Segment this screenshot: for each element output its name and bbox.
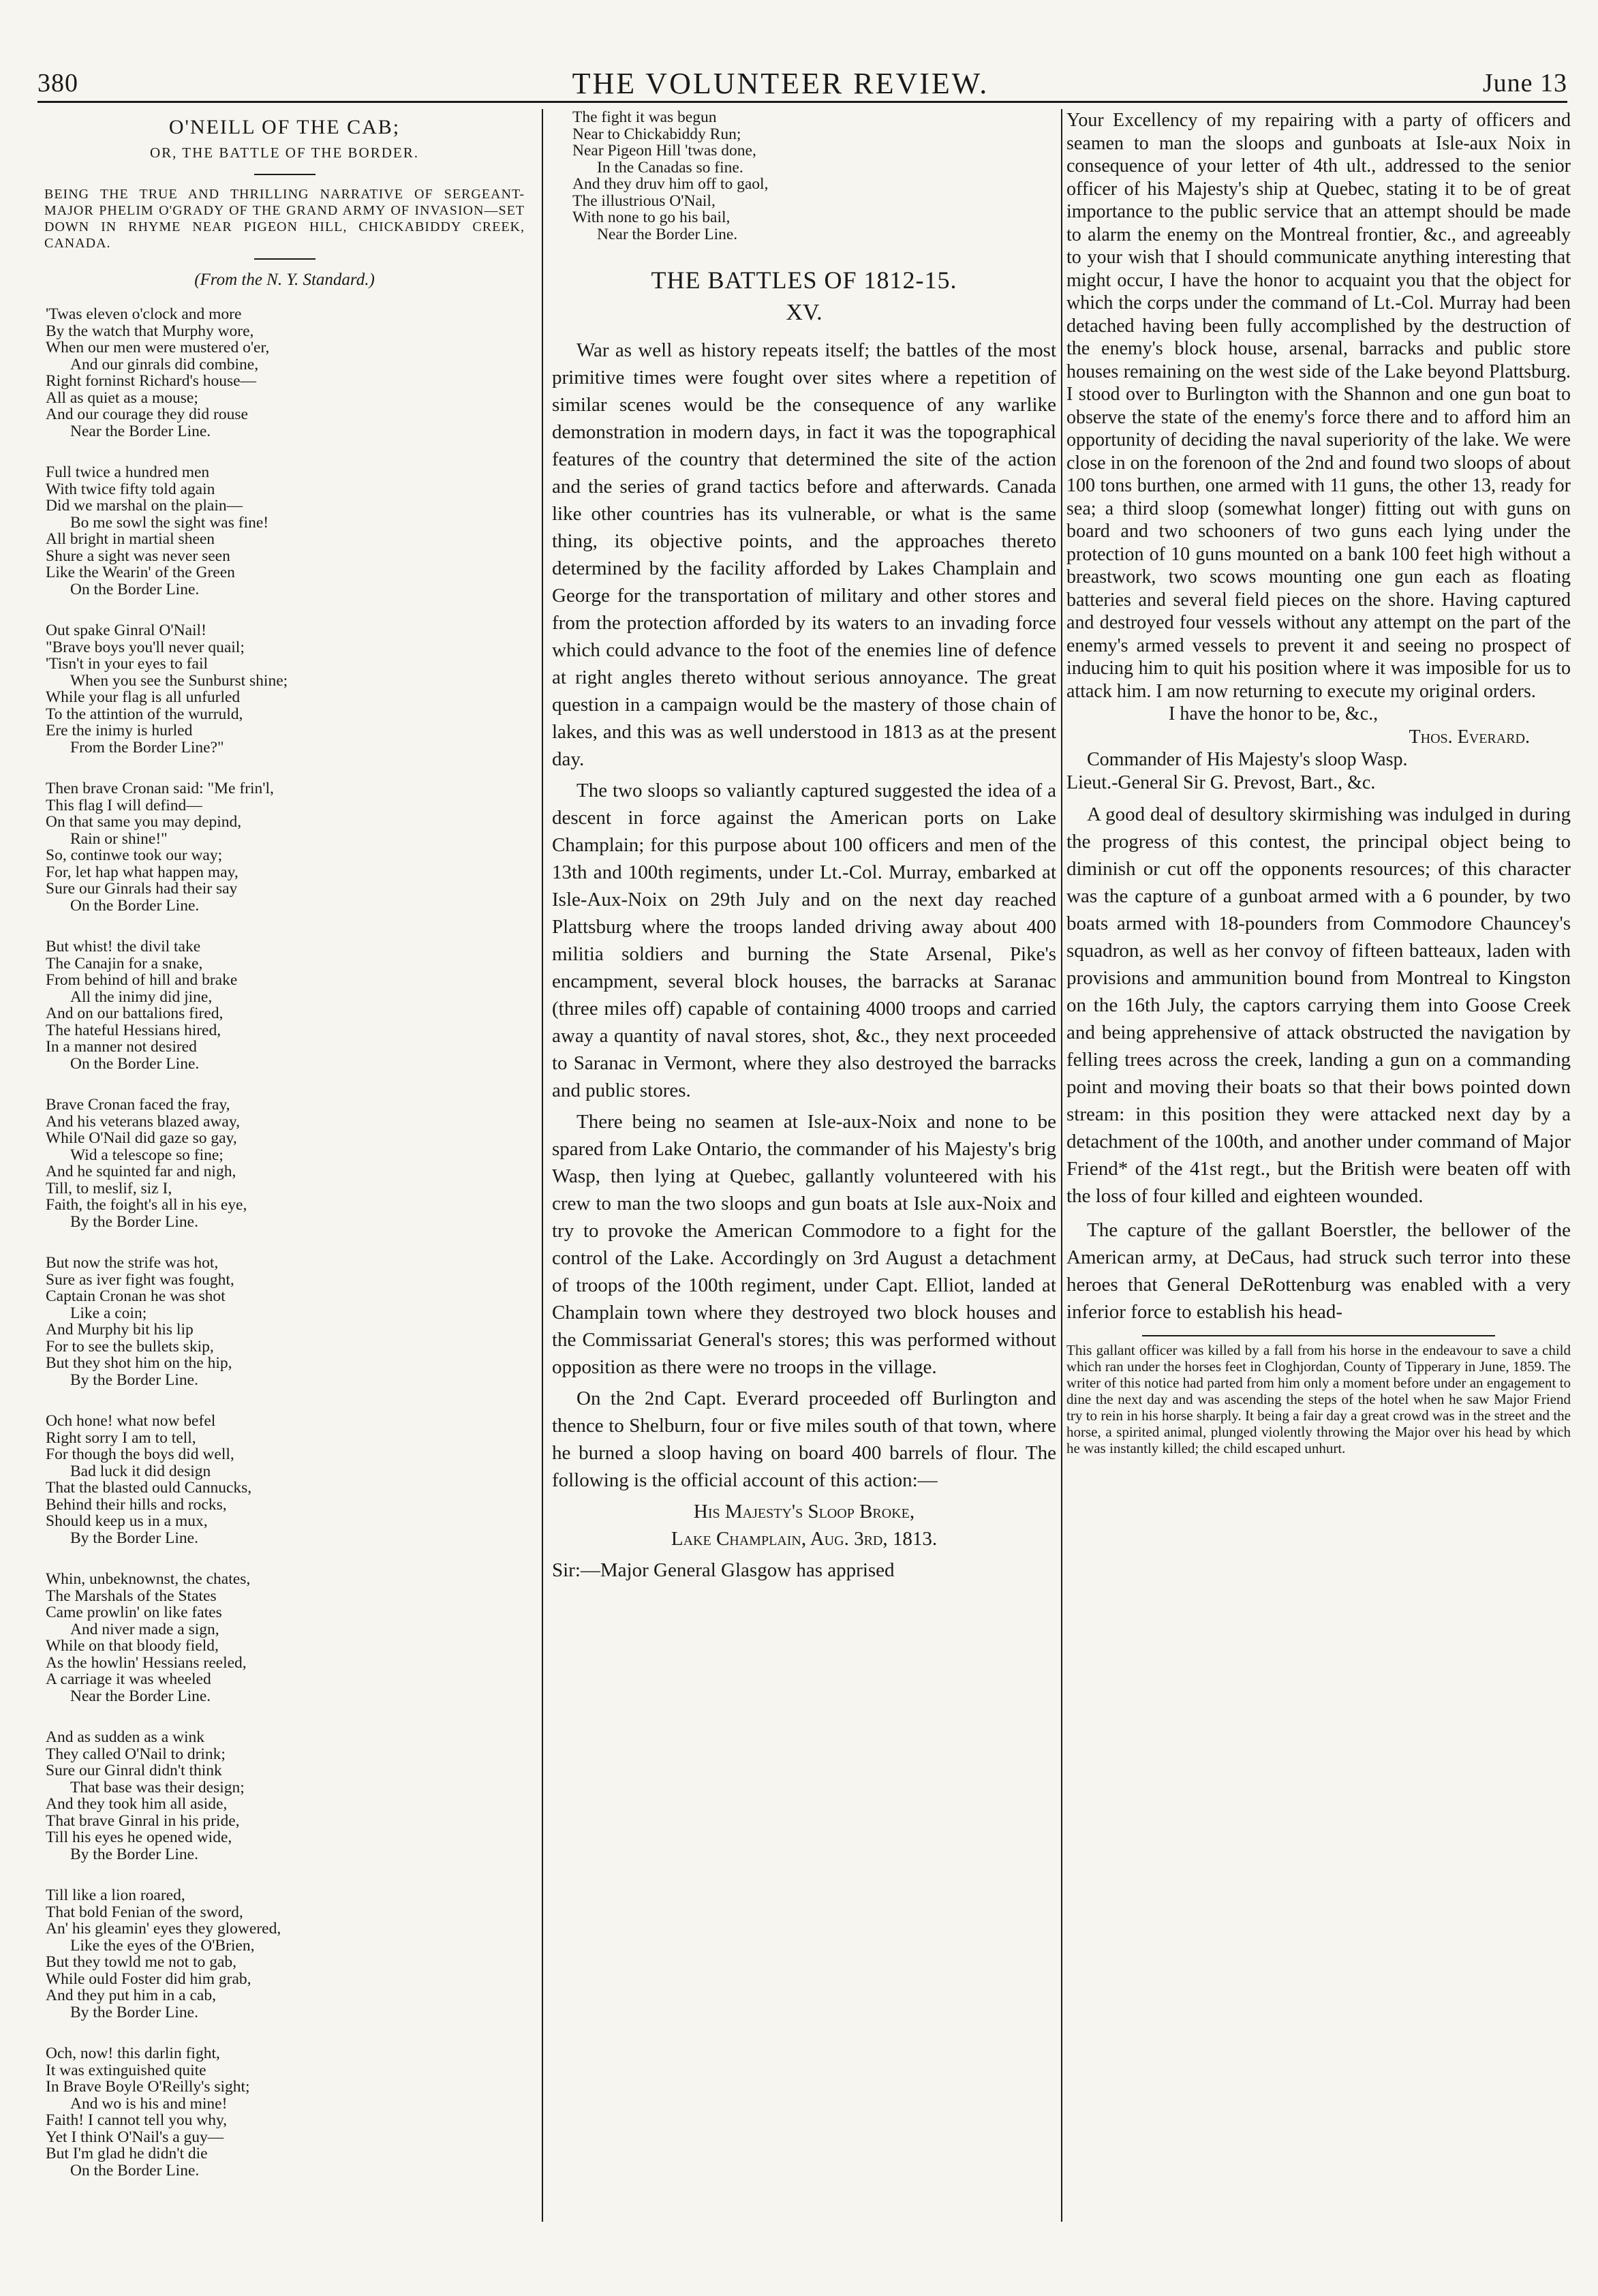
poem-line: That base was their design; [70,1778,245,1796]
poem-line: But I'm glad he didn't die [46,2145,208,2162]
poem-line: Behind their hills and rocks, [46,1495,227,1514]
article-number: XV. [786,300,823,325]
poem-line: A carriage it was wheeled [46,1670,211,1688]
poem-subtitle: OR, THE BATTLE OF THE BORDER. [150,144,419,161]
poem-line: From behind of hill and brake [46,971,238,989]
article-paragraph: A good deal of desultory skirmishing was indulged in during the progress of this contest, the principal object being to diminish or cut off the opponents resources; of this character was the capture of a gunboat armed with a 6 pounder, by two boats armed with 18-pounders from Commodore Chauncey's squadron, as well as her convoy of fifteen batteaux, laden with provisions and ammunition bound from Montreal to Kingston on the 16th July, the captors carrying them into Goose Creek and being apprehensive of attack obstructed the navigation by felling trees across the creek, landing a gun on a commanding point and moving their boats so that their bows pointed down stream: in this position they were attacked next day by a detachment of the 100th, and another under command of Major Friend* of the 41st regt., but the British were beaten off with the loss of four killed and eighteen wounded. [1066,803,1571,1207]
poem-line: And they put him in a cab, [46,1987,216,2004]
poem-line: Near the Border Line. [70,422,211,440]
poem-stanza [46,1097,532,1230]
poem-line: As the howlin' Hessians reeled, [46,1653,247,1672]
poem-line: The Canajin for a snake, [46,954,203,973]
poem-line: Brave Cronan faced the fray, [46,1096,230,1114]
poem-line: For to see the bullets skip, [46,1337,214,1356]
letter-body: Your Excellency of my repairing with a party of officers and seamen to man the sloops and gunboats at Isle-aux Noix in consequence of your letter of 4th ult., addressed to the senior officer of his Majesty's ship at Quebec, stating it to be of great importance to the public service that an attempt should be made to alarm the enemy on the Montreal frontier, &c., and agreeably to your wish that I should communicate anything interesting that might occur, I have the honor to acquaint you that the object for which the corps under the command of Lt.-Col. Murray had been detached having been fully accomplished by the destruction of the enemy's block house, arsenal, barracks and public store houses remaining on the west side of the Lake beyond Plattsburg. I stood over to Burlington with the Shannon and one gun boat to observe the state of the enemy's force there and to afford him an opportunity of deciding the naval superiority of the lake. We were close in on the forenoon of the 2nd and found two sloops of about 100 tons burthen, one armed with 11 guns, the other 13, ready for sea; a third sloop (somewhat longer) fitting out with guns on board and two schooners of two guns each lying under the protection of 10 guns mounted on a bank 100 feet high without a breastwork, two scows mounting one gun each as floating batteries and several field pieces on the shore. Having captured and destroyed four vessels without any attempt on the part of the enemy's armed vessels to prevent it and seeing no prospect of inducing him to quit his position where it was imposible for us to attack him. I am now returning to execute my original orders. [1066,110,1571,702]
poem-line: For, let hap what happen may, [46,863,239,881]
poem-line: Faith! I cannot tell you why, [46,2111,228,2129]
poem-line: By the Border Line. [70,1212,198,1231]
poem-line: Like the eyes of the O'Brien, [70,1936,255,1955]
footnote: This gallant officer was killed by a fall from his horse in the endeavour to save a child which ran under the horses feet in Cloghjordan, County of Tipperary in June, 1859. The writer of this notice had parted from him only a moment before under an engagement to dine the next day and was ascending the steps of the hotel when he saw Major Friend try to rein in his horse sharply. It being a fair day a great crowd was in the street and the horse, a spirited animal, plunged violently throwing the Major over his head by which he was instantly killed; the child escaped unhurt. [1066,1342,1571,1456]
poem-line: In Brave Boyle O'Reilly's sight; [46,2078,250,2096]
poem-line: 'Tisn't in your eyes to fail [46,655,209,673]
letter-address-line-2: Lake Champlain, Aug. 3rd, 1813. [671,1528,938,1550]
poem-line: When our men were mustered o'er, [46,339,270,356]
poem-stanza [46,622,532,756]
poem-title-rule [254,174,316,175]
poem-line: And our ginrals did combine, [70,355,259,373]
poem-line: While O'Nail did gaze so gay, [46,1129,237,1147]
poem-line: Should keep us in a mux, [46,1512,208,1530]
poem-title: O'NEILL OF THE CAB; [168,116,401,138]
poem-line: And our courage they did rouse [46,405,248,423]
column-article [552,109,1056,1588]
poem-line: When you see the Sunburst shine; [70,671,288,690]
poem-line: Till, to meslif, siz I, [46,1179,172,1197]
letter-closing: I have the honor to be, &c., [1169,703,1379,724]
poem-line: And on our battalions fired, [46,1005,224,1022]
poem-stanza [46,1887,532,2021]
poem-line: Shure a sight was never seen [46,547,230,565]
poem-line: And they took him all aside, [46,1795,228,1813]
poem-line: This flag I will defind— [46,796,202,814]
poem-line: With none to go his bail, [572,209,731,226]
poem-line: The fight it was begun [572,109,717,126]
poem-line: To the attintion of the wurruld, [46,705,243,723]
letter-signature: Thos. Everard. [1409,726,1530,748]
signature-title-2: Lieut.-General Sir G. Prevost, Bart., &c. [1066,771,1376,793]
poem-line: With twice fifty told again [46,480,215,498]
poem-line: Near Pigeon Hill 'twas done, [572,142,756,159]
poem-line: Came prowlin' on like fates [46,1604,222,1621]
poem-stanza [46,1413,532,1546]
article-body-continued [1066,801,1571,1326]
letter-address-line-1: His Majesty's Sloop Broke, [693,1501,915,1522]
column-letter [1066,109,1571,1456]
poem-stanza [46,464,532,598]
poem-line: Like a coin; [70,1304,147,1322]
poem-line: 'Twas eleven o'clock and more [46,305,242,323]
poem-line: But whist! the divil take [46,938,201,955]
poem-line: Out spake Ginral O'Nail! [46,622,206,639]
article-paragraph: The two sloops so valiantly captured suggested the idea of a descent in force against the American ports on Lake Champlain; for this purpose about 100 officers and men of the 13th and 100th regiments, under Lt.-Col. Murray, embarked at Isle-Aux-Noix on 29th July and on the next day reached Plattsburg where the troops landed driving away about 400 militia soldiers and burning the State Arsenal, Pike's encampment, several block houses, the barracks at Saranac (three miles off) capable of containing 4000 troops and carried away a quantity of naval stores, shot, &c., they next proceeded to Saranac in Vermont, where they also destroyed the barracks and public stores. [552,780,1056,1101]
poem-line: But now the strife was hot, [46,1254,219,1272]
article-paragraph: There being no seamen at Isle-aux-Noix and none to be spared from Lake Ontario, the commander of his Majesty's brig Wasp, then lying at Quebec, gallantly volunteered with his crew to man the two sloops and gun boats at Isle aux-Noix and try to provoke the American Commodore to a fight for the control of the Lake. Accordingly on 3rd August a detachment of troops of the 100th regiment, under Capt. Elliot, landed at Champlain town where they destroyed two block houses and the Commissariat General's stores; this was performed without opposition as there were no troops in the village. [552,1111,1056,1378]
poem-stanza [46,780,532,914]
column-divider-right [1061,109,1062,2222]
article-paragraph: War as well as history repeats itself; the battles of the most primitive times were fought over sites where a repetition of similar scenes would be the consequence of any warlike demonstration in modern days, in fact it was the topographical features of the country that determined the site of the action and the series of grand tactics before and afterwards. Canada like other countries has its vulnerable, or what is the same thing, its objective points, and the approaches thereto determined by the facility afforded by Lakes Champlain and George for the transportation of military and other stores and from the protection afforded by its waters to an invading force which could advance to the foot of the enemies line of defence at right angles thereto without serious annoyance. The great question in a campaign would be the mastery of those chain of lakes, and this was as well understood in 1813 as at the present day. [552,339,1056,770]
poem-line: Yet I think O'Nail's a guy— [46,2128,224,2146]
poem-line: Captain Cronan he was shot [46,1287,226,1305]
poem-line: Like the Wearin' of the Green [46,564,235,581]
signature-title-1: Commander of His Majesty's sloop Wasp. [1087,749,1408,770]
poem-desc-rule [254,258,316,260]
poem-line: Ere the inimy is hurled [46,722,193,739]
letter-address [552,1498,1056,1552]
column-poem [37,109,532,2203]
poem-line: Full twice a hundred men [46,463,210,481]
poem-line: Sure our Ginrals had their say [46,880,238,898]
poem-line: On the Border Line. [70,2161,200,2179]
poem-line: And he squinted far and nigh, [46,1163,236,1180]
poem-line: And his veterans blazed away, [46,1112,240,1131]
poem-line: Sure our Ginral didn't think [46,1762,222,1779]
poem-line: But they shot him on the hip, [46,1354,232,1372]
poem-line: Right forninst Richard's house— [46,372,257,390]
poem-line: Faith, the foight's all in his eye, [46,1196,247,1214]
column-divider-left [542,109,543,2222]
poem-line: And wo is his and mine! [70,2094,228,2113]
poem-line: Right sorry I am to tell, [46,1428,196,1447]
poem-line: On the Border Line. [70,896,200,915]
header-rule [37,101,1567,103]
poem-line: They called O'Nail to drink; [46,1745,226,1763]
poem-line: Och, now! this darlin fight, [46,2045,220,2062]
page-number: 380 [37,69,78,97]
poem-line: That bold Fenian of the sword, [46,1903,243,1921]
poem-line: Near the Border Line. [597,225,738,243]
poem-line: Rain or shine!" [70,829,168,848]
poem-line: On the Border Line. [70,1054,200,1073]
poem-line: For though the boys did well, [46,1445,234,1463]
poem-line: "Brave boys you'll never quail; [46,638,245,656]
poem-line: And Murphy bit his lip [46,1321,194,1338]
poem-line: So, continwe took our way; [46,846,223,864]
poem-source: (From the N. Y. Standard.) [194,271,375,289]
article-paragraph: On the 2nd Capt. Everard proceeded off Burlington and thence to Shelburn, four or five miles south of that town, where he burned a sloop having on board 400 barrels of flour. The following is the official account of this action:— [552,1388,1056,1491]
poem-line: And niver made a sign, [70,1620,219,1638]
poem-line: While ould Foster did him grab, [46,1970,251,1988]
poem-line: That brave Ginral in his pride, [46,1811,240,1830]
article-title: THE BATTLES OF 1812-15. [651,266,957,294]
poem-line: Then brave Cronan said: "Me frin'l, [46,780,274,797]
poem-line: But they towld me not to gab, [46,1953,237,1971]
poem-line: Sure as iver fight was fought, [46,1270,234,1289]
poem-line: The illustrious O'Nail, [572,192,716,210]
poem-line: On that same you may depind, [46,813,242,831]
newspaper-title: THE VOLUNTEER REVIEW. [572,66,989,100]
poem-description: BEING THE TRUE AND THRILLING NARRATIVE OF SERGEANT-MAJOR PHELIM O'GRADY OF THE GRAND ARMY OF INVASION—SET DOWN IN RHYME NEAR PIGEON HILL, CHICKABIDDY CREEK, CANADA. [44,187,525,251]
poem-line: While on that bloody field, [46,1637,219,1655]
poem-line: And they druv him off to gaol, [572,175,769,193]
poem-stanza [46,1729,532,1863]
poem-line: The Marshals of the States [46,1587,217,1605]
poem-line: And as sudden as a wink [46,1728,205,1746]
poem-stanza [46,1255,532,1388]
poem-line: By the watch that Murphy wore, [46,322,254,340]
poem-line: Till his eyes he opened wide, [46,1828,232,1846]
poem-line: Near to Chickabiddy Run; [572,125,741,143]
poem-line: In the Canadas so fine. [597,158,743,177]
poem-line: Near the Border Line. [70,1687,211,1705]
letter-salutation: Sir:—Major General Glasgow has apprised [552,1559,895,1581]
poem-line: The hateful Hessians hired, [46,1021,221,1039]
poem-line: All as quiet as a mouse; [46,388,198,407]
poem-line: By the Border Line. [70,2003,198,2021]
poem-line: Did we marshal on the plain— [46,497,243,515]
poem-line: Till like a lion roared, [46,1886,185,1904]
poem-stanza [46,938,532,1072]
poem-line: In a manner not desired [46,1038,197,1056]
poem-line: All the inimy did jine, [70,988,213,1006]
poem-stanza [46,306,532,440]
poem-line: That the blasted ould Cannucks, [46,1479,252,1497]
footnote-rule [1142,1335,1495,1336]
poem-line: Wid a telescope so fine; [70,1146,224,1164]
poem-line: By the Border Line. [70,1845,198,1863]
poem-stanza [46,1571,532,1704]
article-paragraph: The capture of the gallant Boerstler, the bellower of the American army, at DeCaus, had struck such terror into these heroes that General DeRottenburg was enabled with a very inferior force to establish his head- [1066,1219,1571,1323]
issue-date: June 13 [1482,69,1567,97]
poem-line: By the Border Line. [70,1371,198,1389]
poem-line: While your flag is all unfurled [46,688,241,706]
poem-line: By the Border Line. [70,1529,198,1547]
article-body [552,337,1056,1494]
poem-line: Bad luck it did design [70,1462,211,1480]
poem-line: Whin, unbeknownst, the chates, [46,1570,251,1588]
poem-line: Och hone! what now befel [46,1412,216,1430]
poem-line: An' his gleamin' eyes they glowered, [46,1920,281,1938]
page-header [37,63,1567,104]
poem-line: Bo me sowl the sight was fine! [70,513,269,532]
poem-stanza [46,2045,532,2179]
poem-continuation [552,109,1056,243]
poem-line: From the Border Line?" [70,738,224,756]
poem-line: On the Border Line. [70,580,200,598]
poem-stanzas [37,306,532,2179]
poem-line: It was extinguished quite [46,2061,206,2079]
poem-line: All bright in martial sheen [46,530,215,548]
